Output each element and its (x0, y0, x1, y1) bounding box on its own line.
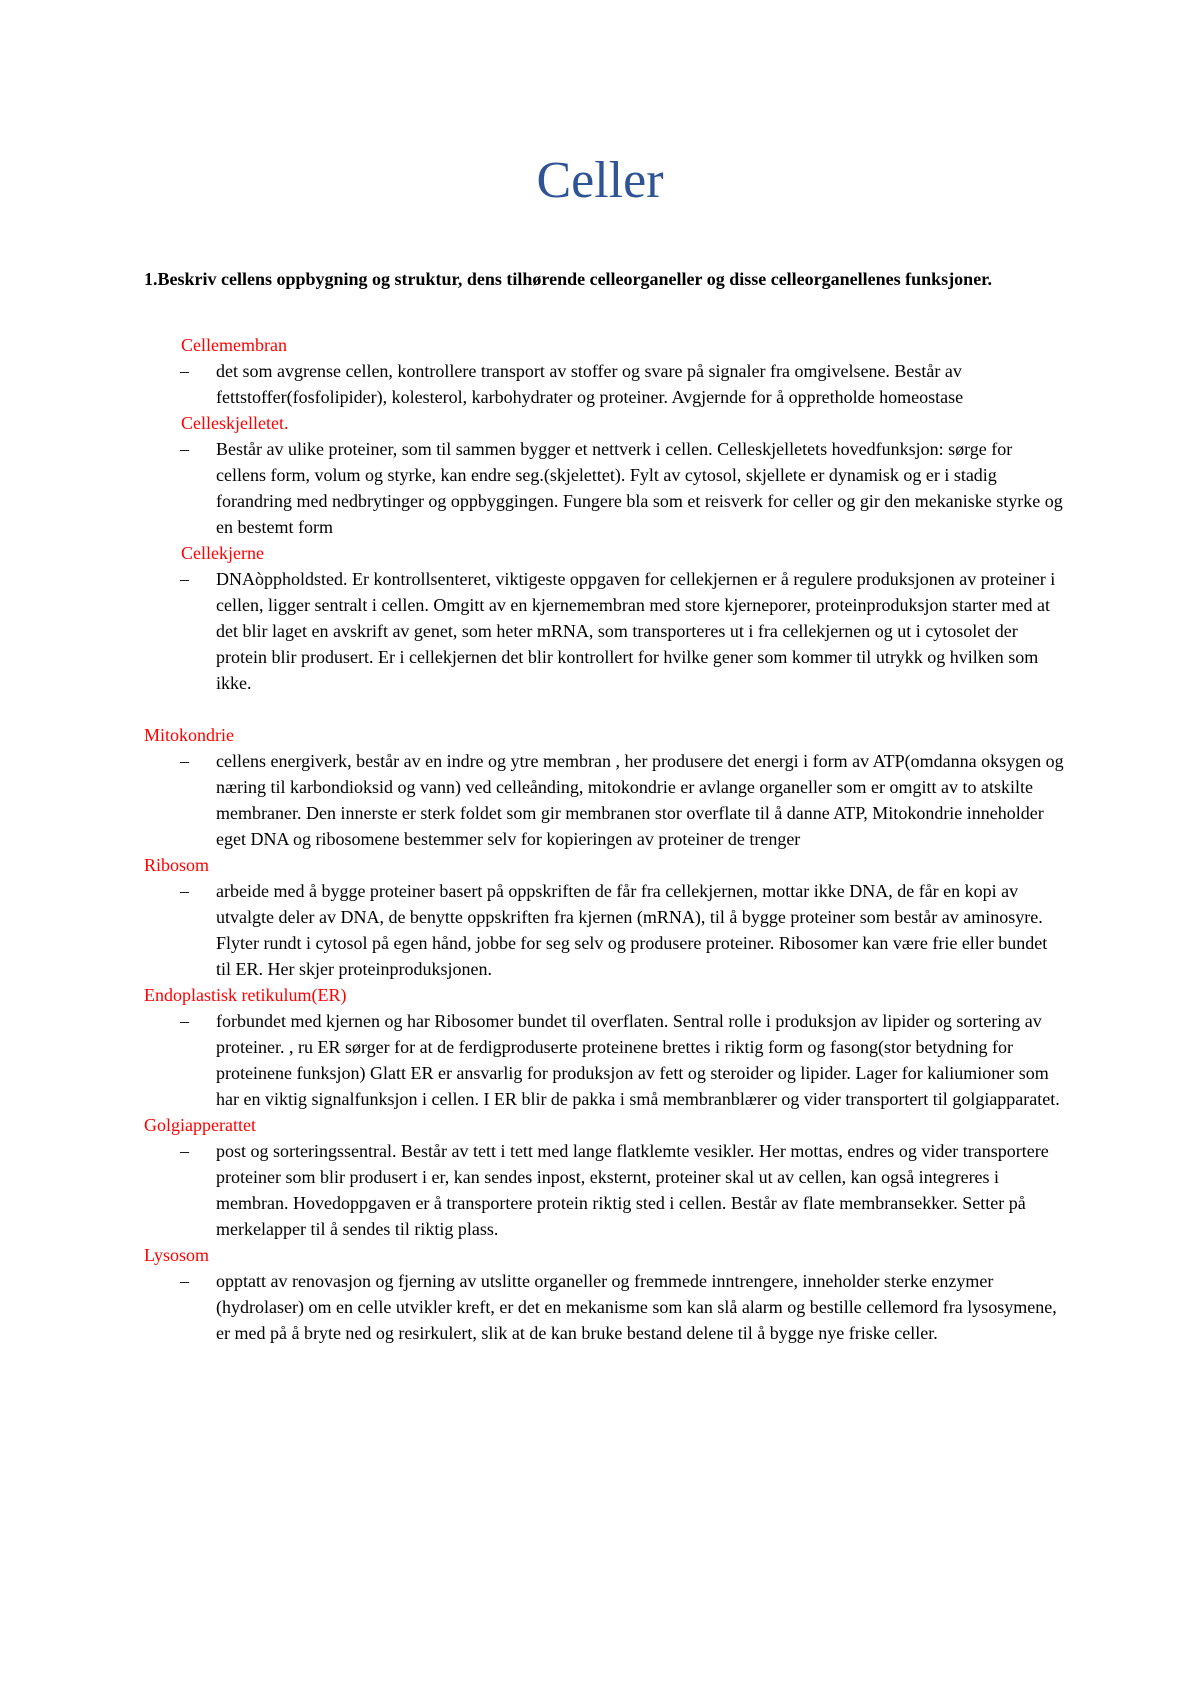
dash-bullet: – (180, 439, 189, 459)
section-heading: Endoplastisk retikulum(ER) (144, 985, 347, 1005)
bullet-text: post og sorteringssentral. Består av tett i tett med lange flatklemte vesikler. Her mottas, endres og vider transportere proteiner som blir produsert i er, kan sendes inpost, eksternt, proteiner skal ut av cellen, kan også integreres i membran. Hovedoppgaven er å transportere protein riktig sted i cellen. Består av flate membransekker. Setter på merkelapper til å sendes til riktig plass. (216, 1141, 1049, 1239)
section-celleskjelletet (144, 410, 1064, 540)
dash-bullet: – (180, 1011, 189, 1031)
bullet-item (144, 566, 1064, 696)
dash-bullet: – (180, 361, 189, 381)
bullet-item (144, 1268, 1064, 1346)
dash-bullet: – (180, 751, 189, 771)
bullet-text: Består av ulike proteiner, som til sammen bygger et nettverk i cellen. Celleskjelletets hovedfunksjon: sørge for cellens form, volum og styrke, kan endre seg.(skjelettet). Fylt av cytosol, skjellete er dynamisk og er i stadig forandring med nedbrytinger og oppbyggingen. Fungere bla som et reisverk for celler og gir den mekaniske styrke og en bestemt form (216, 439, 1063, 537)
section-golgiapperattet (144, 1112, 1064, 1242)
document-title: Celler (536, 152, 664, 209)
bullet-text: cellens energiverk, består av en indre og ytre membran , her produsere det energi i form av ATP(omdanna oksygen og næring til karbondioksid og vann) ved celleånding, mitokondrie er avlange organeller som er omgitt av to atskilte membraner. Den innerste er sterk foldet som gir membranen stor overflate til å danne ATP, Mitokondrie inneholder eget DNA og ribosomene bestemmer selv for kopieringen av proteiner de trenger (216, 751, 1064, 849)
section-endoplastisk-retikulum (144, 982, 1064, 1112)
bullet-item (144, 878, 1064, 982)
section-cellekjerne (144, 540, 1064, 696)
section-heading: Celleskjelletet. (181, 413, 289, 433)
section-heading: Lysosom (144, 1245, 210, 1265)
dash-bullet: – (180, 1141, 189, 1161)
dash-bullet: – (180, 1271, 189, 1291)
bullet-text: arbeide med å bygge proteiner basert på oppskriften de får fra cellekjernen, mottar ikke DNA, de får en kopi av utvalgte deler av DNA, de benytte oppskriften fra kjernen (mRNA), til å bygge proteiner som består av aminosyre. Flyter rundt i cytosol på egen hånd, jobbe for seg selv og produsere proteiner. Ribosomer kan være frie eller bundet til ER. Her skjer proteinproduksjonen. (216, 881, 1048, 979)
dash-bullet: – (180, 881, 189, 901)
bullet-text: DNAòppholdsted. Er kontrollsenteret, viktigeste oppgaven for cellekjernen er å regulere produksjonen av proteiner i cellen, ligger sentralt i cellen. Omgitt av en kjernemembran med store kjerneporer, proteinproduksjon starter med at det blir laget en avskrift av genet, som heter mRNA, som transporteres ut i fra cellekjernen og ut i cytosolet der protein blir produsert. Er i cellekjernen det blir kontrollert for hvilke gener som kommer til utrykk og hvilken som ikke. (216, 569, 1056, 693)
section-ribosom (144, 852, 1064, 982)
section-lysosom (144, 1242, 1064, 1346)
dash-bullet: – (180, 569, 189, 589)
bullet-item (144, 748, 1064, 852)
bullet-item (144, 1138, 1064, 1242)
bullet-text: opptatt av renovasjon og fjerning av utslitte organeller og fremmede inntrengere, inneholder sterke enzymer (hydrolaser) om en celle utvikler kreft, er det en mekanisme som kan slå alarm og bestille cellemord fra lysosymene, er med på å bryte ned og resirkulert, slik at de kan bruke bestand delene til å bygge nye friske celler. (216, 1271, 1057, 1343)
section-heading: Mitokondrie (144, 725, 234, 745)
section-mitokondrie (144, 722, 1064, 852)
bullet-item (144, 358, 1064, 410)
bullet-text: forbundet med kjernen og har Ribosomer bundet til overflaten. Sentral rolle i produksjon av lipider og sortering av proteiner. , ru ER sørger for at de ferdigproduserte proteinene brettes i riktig form og fasong(stor betydning for proteinene funksjon) Glatt ER er ansvarlig for produksjon av fett og steroider og lipider. Lager for kaliumioner som har en viktig signalfunksjon i cellen. I ER blir de pakka i små membranblærer og vider transportert til golgiapparatet. (216, 1011, 1060, 1109)
bullet-item (144, 1008, 1064, 1112)
section-heading: Golgiapperattet (144, 1115, 256, 1135)
bullet-item (144, 436, 1064, 540)
bullet-text: det som avgrense cellen, kontrollere transport av stoffer og svare på signaler fra omgivelsene. Består av fettstoffer(fosfolipider), kolesterol, karbohydrater og proteiner. Avgjernde for å oppretholde homeostase (216, 361, 964, 407)
section-heading: Cellemembran (181, 335, 287, 355)
section-heading: Cellekjerne (181, 543, 264, 563)
section-cellemembran (144, 332, 1064, 410)
section-heading: Ribosom (144, 855, 210, 875)
question-text: 1.Beskriv cellens oppbygning og struktur, dens tilhørende celleorganeller og disse celleorganellenes funksjoner. (144, 269, 993, 289)
document-content (144, 332, 1064, 1346)
